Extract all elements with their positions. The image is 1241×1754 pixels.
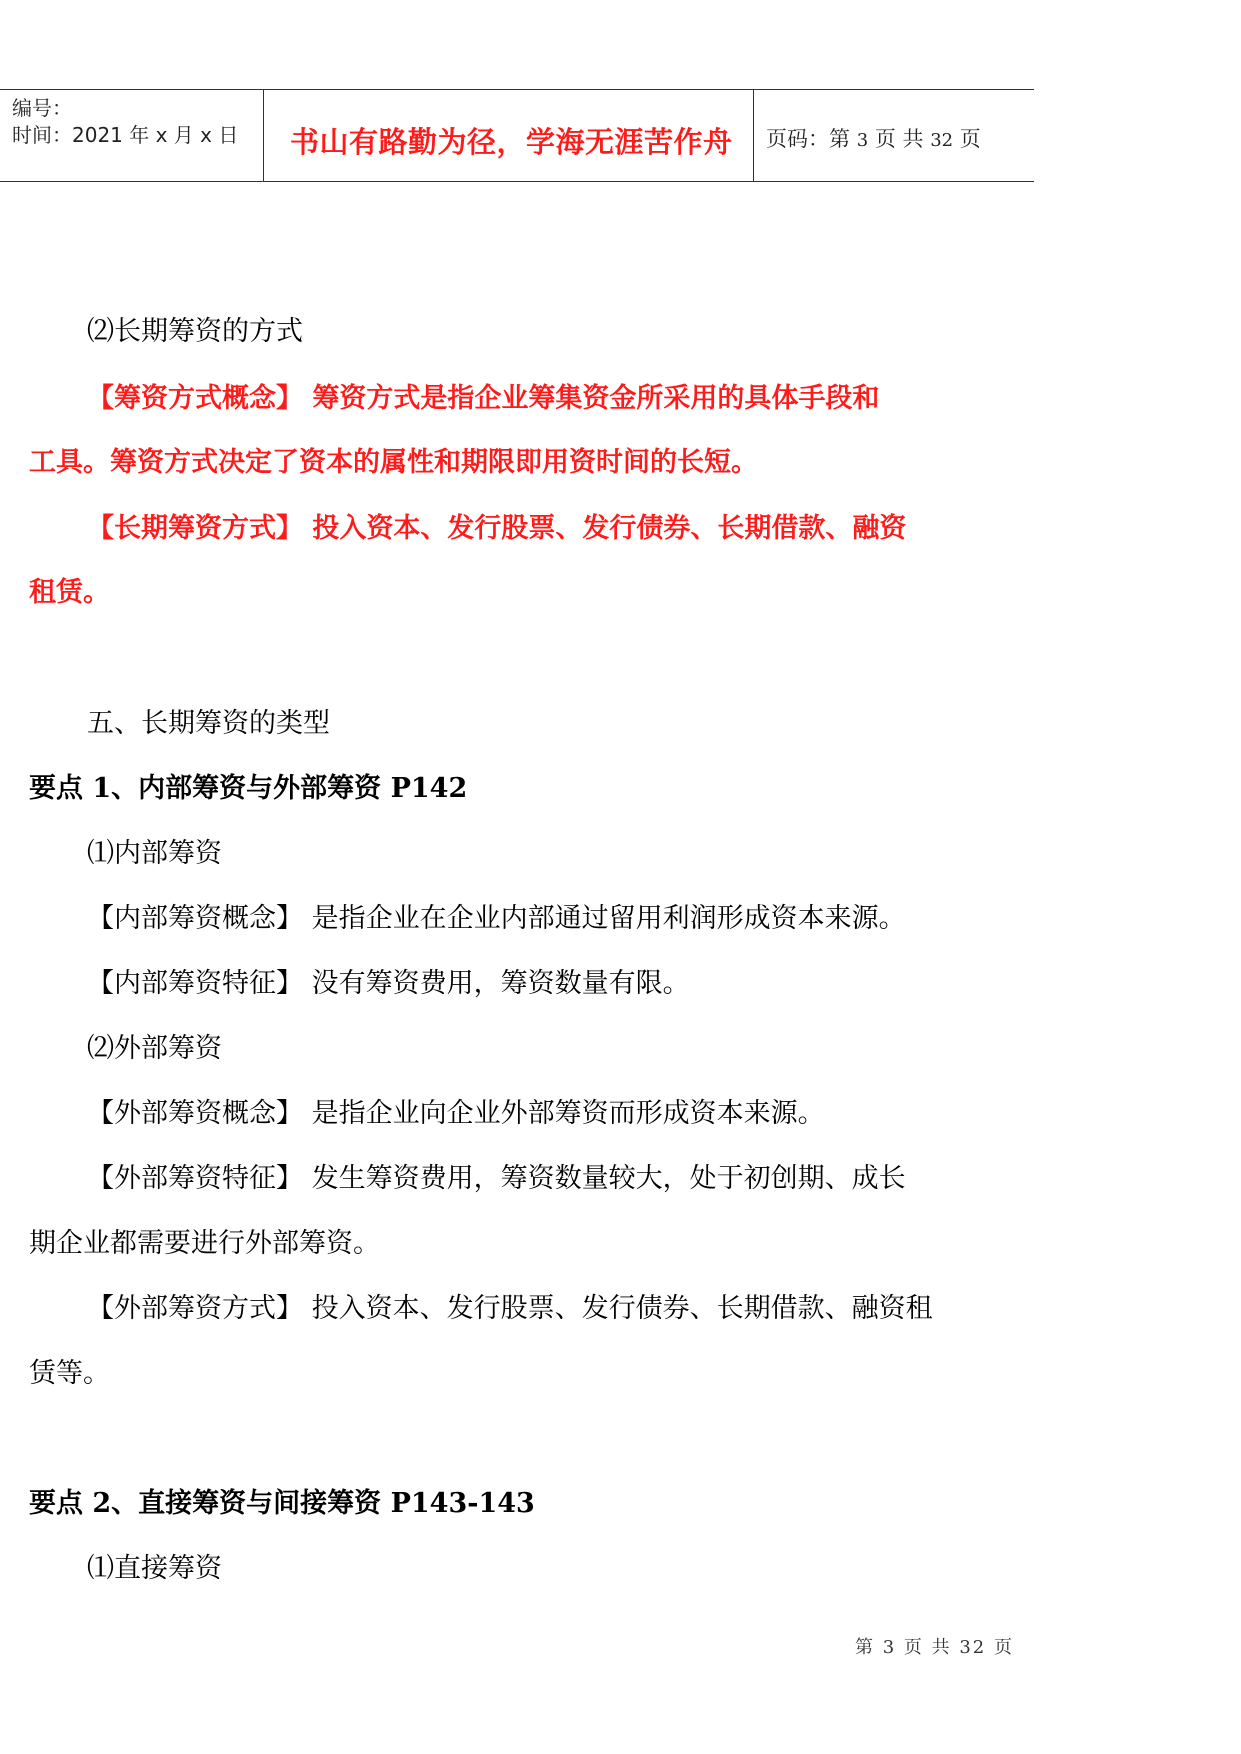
page-suffix: 页 bbox=[959, 127, 981, 151]
key-point-heading: 要点 1、内部筹资与外部筹资 P142 bbox=[29, 773, 468, 804]
motto: 书山有路勤为径，学海无涯苦作舟 bbox=[290, 125, 733, 159]
header-page-cell bbox=[754, 90, 1034, 181]
paragraph-line: 【外部筹资概念】 是指企业向企业外部筹资而形成资本来源。 bbox=[87, 1098, 825, 1129]
header-info-cell bbox=[0, 90, 264, 181]
subheading: ⑴直接筹资 bbox=[87, 1553, 222, 1584]
paragraph-line: 【长期筹资方式】 投入资本、发行股票、发行债券、长期借款、融资 bbox=[87, 513, 907, 544]
paragraph-line: 【外部筹资方式】 投入资本、发行股票、发行债券、长期借款、融资租 bbox=[87, 1293, 933, 1324]
paragraph-line: 租赁。 bbox=[29, 577, 110, 608]
page-prefix: 页码：第 bbox=[766, 127, 850, 151]
page-total: 32 bbox=[930, 130, 954, 151]
key-point-heading: 要点 2、直接筹资与间接筹资 P143-143 bbox=[29, 1488, 535, 1519]
serial-label: 编号： bbox=[12, 96, 72, 120]
time-label: 时间：2021 年 x 月 x 日 bbox=[12, 123, 239, 147]
subheading-financing-methods: ⑵长期筹资的方式 bbox=[87, 316, 303, 347]
paragraph-line: 【筹资方式概念】 筹资方式是指企业筹集资金所采用的具体手段和 bbox=[87, 383, 880, 414]
page-number-label bbox=[766, 123, 981, 153]
paragraph-line: 【外部筹资特征】 发生筹资费用，筹资数量较大，处于初创期、成长 bbox=[87, 1163, 906, 1194]
subheading: ⑵外部筹资 bbox=[87, 1033, 222, 1064]
paragraph-line: 【内部筹资特征】 没有筹资费用，筹资数量有限。 bbox=[87, 968, 690, 999]
page-footer: 第 3 页 共 32 页 bbox=[855, 1637, 1014, 1658]
paragraph-line: 期企业都需要进行外部筹资。 bbox=[29, 1228, 380, 1259]
paragraph-line: 赁等。 bbox=[29, 1358, 110, 1389]
page-current: 3 bbox=[856, 130, 869, 151]
paragraph-line: 工具。筹资方式决定了资本的属性和期限即用资时间的长短。 bbox=[29, 447, 758, 478]
section-heading: 五、长期筹资的类型 bbox=[87, 708, 330, 739]
subheading: ⑴内部筹资 bbox=[87, 838, 222, 869]
page-mid: 页 共 bbox=[874, 127, 924, 151]
paragraph-line: 【内部筹资概念】 是指企业在企业内部通过留用利润形成资本来源。 bbox=[87, 903, 906, 934]
header-motto-cell bbox=[264, 90, 754, 181]
header-table bbox=[0, 89, 1034, 182]
